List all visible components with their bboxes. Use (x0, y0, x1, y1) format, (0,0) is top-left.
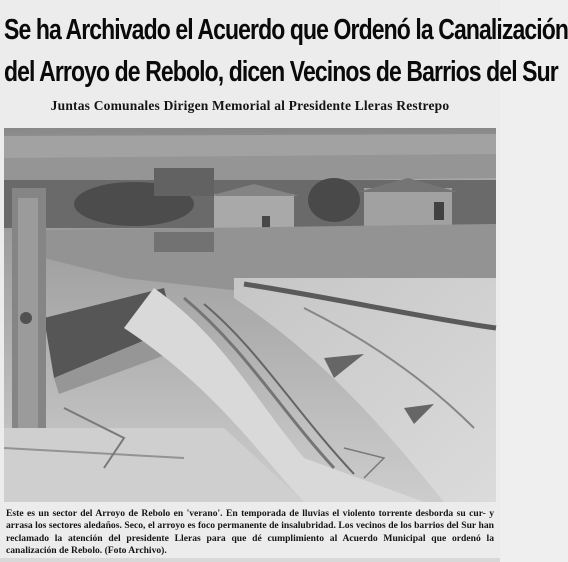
headline-line-1: Se ha Archivado el Acuerdo que Ordenó la Canalización (4, 12, 568, 45)
headline-line-2: del Arroyo de Rebolo, dicen Vecinos de Barrios del Sur (4, 54, 558, 87)
news-photo (4, 128, 496, 502)
page-bottom-edge (0, 558, 500, 562)
subheadline: Juntas Comunales Dirigen Memorial al Presidente Lleras Restrepo (50, 98, 450, 113)
arroyo-photo-illustration (4, 128, 496, 502)
photo-caption: Este es un sector del Arroyo de Rebolo en 'verano'. En temporada de lluvias el violento torrente desborda su cur- y arrasa los sectores aledaños. Seco, el arroyo es foco permanente de insalubridad. Los vecinos de los barrios del Sur han reclamado la atención del presidente Lleras para que dé cumplimiento al Acuerdo Municipal que ordenó la canalización de Rebolo. (Foto Archivo). (6, 508, 494, 557)
